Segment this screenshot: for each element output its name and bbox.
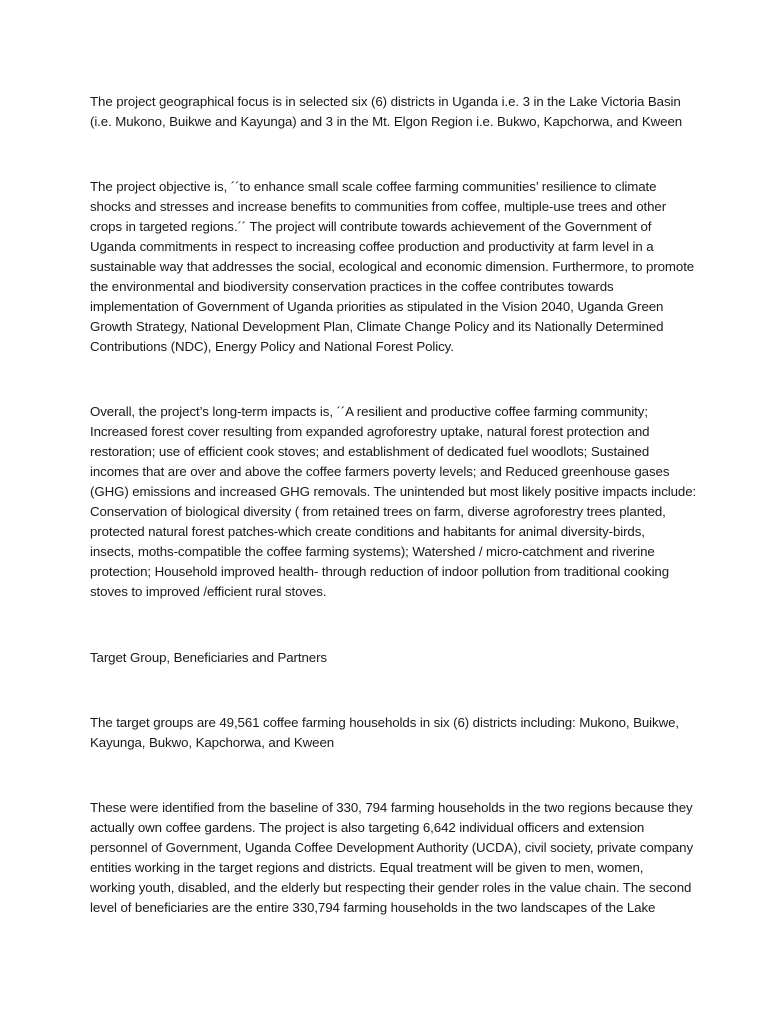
- text-line: entities working in the target regions and districts. Equal treatment will be given to men, women,: [90, 860, 644, 875]
- text-line: Conservation of biological diversity ( from retained trees on farm, diverse agroforestry trees planted,: [90, 504, 666, 519]
- text-line: The project geographical focus is in selected six (6) districts in Uganda i.e. 3 in the Lake Victoria Basin: [90, 94, 681, 109]
- text-line: insects, moths-compatible the coffee farming systems); Watershed / micro-catchment and riverine: [90, 544, 655, 559]
- text-line: Increased forest cover resulting from expanded agroforestry uptake, natural forest protection and: [90, 424, 650, 439]
- section-heading-target-group: [90, 648, 327, 668]
- text-line: Growth Strategy, National Development Plan, Climate Change Policy and its Nationally Determined: [90, 319, 664, 334]
- text-line: sustainable way that addresses the social, ecological and economic dimension. Furthermore, to promote: [90, 259, 695, 274]
- text-line: (GHG) emissions and increased GHG removals. The unintended but most likely positive impacts include:: [90, 484, 697, 499]
- paragraph-geographical-focus: [90, 92, 682, 132]
- text-line: personnel of Government, Uganda Coffee Development Authority (UCDA), civil society, private company: [90, 840, 694, 855]
- paragraph-long-term-impacts: [90, 402, 696, 602]
- text-line: The target groups are 49,561 coffee farming households in six (6) districts including: Mukono, Buikwe,: [90, 715, 679, 730]
- text-line: The project objective is, ´´to enhance small scale coffee farming communities’ resilience to climate: [90, 179, 657, 194]
- text-line: incomes that are over and above the coffee farmers poverty levels; and Reduced greenhouse gases: [90, 464, 670, 479]
- text-line: restoration; use of efficient cook stoves; and establishment of dedicated fuel woodlots; Sustained: [90, 444, 650, 459]
- text-line: level of beneficiaries are the entire 330,794 farming households in the two landscapes of the Lake: [90, 900, 656, 915]
- text-line: Target Group, Beneficiaries and Partners: [90, 650, 327, 665]
- paragraph-target-groups: [90, 713, 679, 753]
- text-line: crops in targeted regions.´´ The project will contribute towards achievement of the Government of: [90, 219, 652, 234]
- text-line: Uganda commitments in respect to increasing coffee production and productivity at farm level in a: [90, 239, 654, 254]
- text-line: actually own coffee gardens. The project is also targeting 6,642 individual officers and extension: [90, 820, 645, 835]
- text-line: Contributions (NDC), Energy Policy and National Forest Policy.: [90, 339, 454, 354]
- text-line: protected natural forest patches-which create conditions and habitants for animal diversity-birds,: [90, 524, 645, 539]
- text-line: These were identified from the baseline of 330, 794 farming households in the two regions because they: [90, 800, 693, 815]
- paragraph-beneficiaries: [90, 798, 693, 918]
- paragraph-project-objective: [90, 177, 694, 357]
- text-line: (i.e. Mukono, Buikwe and Kayunga) and 3 in the Mt. Elgon Region i.e. Bukwo, Kapchorwa, and Kween: [90, 114, 683, 129]
- text-line: the environmental and biodiversity conservation practices in the coffee contributes towards: [90, 279, 614, 294]
- text-line: shocks and stresses and increase benefits to communities from coffee, multiple-use trees and other: [90, 199, 667, 214]
- text-line: Kayunga, Bukwo, Kapchorwa, and Kween: [90, 735, 335, 750]
- text-line: Overall, the project’s long-term impacts is, ´´A resilient and productive coffee farming community;: [90, 404, 648, 419]
- text-line: working youth, disabled, and the elderly but respecting their gender roles in the value chain. The second: [90, 880, 692, 895]
- text-line: implementation of Government of Uganda priorities as stipulated in the Vision 2040, Uganda Green: [90, 299, 664, 314]
- text-line: protection; Household improved health- through reduction of indoor pollution from traditional cooking: [90, 564, 670, 579]
- text-line: stoves to improved /efficient rural stoves.: [90, 584, 327, 599]
